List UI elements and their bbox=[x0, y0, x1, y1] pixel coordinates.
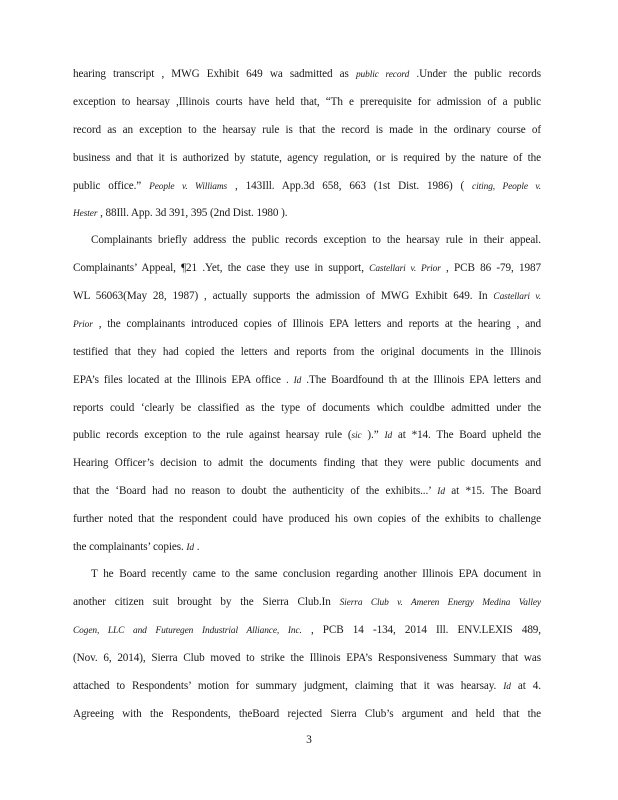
text-line: Hester , 88Ill. App. 3d 391, 395 (2nd Dist. 1980 ). bbox=[73, 207, 288, 219]
text-line: Complainants briefly address the public records exception to the hearsay rule in their appeal. bbox=[91, 234, 541, 246]
text-line: attached to Respondents’ motion for summary judgment, claiming that it was hearsay. Id at 4. bbox=[73, 680, 541, 692]
text-line: exception to hearsay ,Illinois courts have held that, “Th e prerequisite for admission of a public bbox=[73, 96, 541, 108]
case-citation: Cogen, LLC and Futuregen Industrial Alliance, Inc. bbox=[73, 626, 302, 636]
text-line: WL 56063(May 28, 1987) , actually supports the admission of MWG Exhibit 649. In Castellari v. bbox=[73, 290, 541, 302]
text-line: Cogen, LLC and Futuregen Industrial Alliance, Inc. , PCB 14 -134, 2014 Ill. ENV.LEXIS 489, bbox=[73, 624, 541, 636]
text-line: EPA’s files located at the Illinois EPA office . Id .The Boardfound th at the Illinois EPA letters and bbox=[73, 374, 541, 386]
text-line: further noted that the respondent could have produced his own copies of the exhibits to challenge bbox=[73, 513, 541, 525]
case-citation: Castellari v. bbox=[493, 292, 541, 302]
case-citation: citing, People v. bbox=[472, 182, 541, 192]
page-number: 3 bbox=[306, 734, 312, 746]
text-line: public records exception to the rule against hearsay rule (sic ).” Id at *14. The Board upheld the bbox=[73, 429, 541, 441]
text-line: the complainants’ copies. Id . bbox=[73, 541, 200, 553]
case-citation: Id bbox=[384, 431, 393, 441]
text-line: (Nov. 6, 2014), Sierra Club moved to strike the Illinois EPA’s Responsiveness Summary that was bbox=[73, 652, 541, 664]
text-line: Complainants’ Appeal, ¶21 .Yet, the case they use in support, Castellari v. Prior , PCB 86 -79, 1987 bbox=[73, 262, 541, 274]
case-citation: Hester bbox=[73, 209, 98, 219]
case-citation: public record bbox=[355, 70, 410, 80]
text-line: testified that they had copied the letters and reports from the original documents in the Illinois bbox=[73, 346, 541, 358]
case-citation: Id bbox=[293, 376, 302, 386]
text-line: another citizen suit brought by the Sierra Club.In Sierra Club v. Ameren Energy Medina Valley bbox=[73, 596, 541, 608]
text-line: Agreeing with the Respondents, theBoard rejected Sierra Club’s argument and held that the bbox=[73, 708, 541, 720]
case-citation: Id bbox=[186, 543, 195, 553]
case-citation: People v. Williams bbox=[149, 182, 228, 192]
text-line: public office.” People v. Williams , 143Ill. App.3d 658, 663 (1st Dist. 1986) ( citing, People v. bbox=[73, 180, 541, 192]
text-line: hearing transcript , MWG Exhibit 649 wa sadmitted as public record .Under the public records bbox=[73, 68, 542, 80]
case-citation: Prior bbox=[73, 320, 93, 330]
case-citation: sic bbox=[351, 431, 362, 441]
text-line: Prior , the complainants introduced copies of Illinois EPA letters and reports at the hearing , and bbox=[73, 318, 541, 330]
case-citation: Castellari v. Prior bbox=[369, 264, 441, 274]
case-citation: Id bbox=[437, 487, 445, 497]
text-line: business and that it is authorized by statute, agency regulation, or is required by the nature of the bbox=[73, 152, 541, 164]
text-line: that the ‘Board had no reason to doubt the authenticity of the exhibits...’ Id at *15. The Board bbox=[73, 485, 541, 497]
text-line: T he Board recently came to the same conclusion regarding another Illinois EPA document in bbox=[91, 568, 541, 580]
case-citation: Id bbox=[503, 682, 511, 692]
text-line: Hearing Officer’s decision to admit the documents finding that they were public documents and bbox=[73, 457, 541, 469]
text-line: reports could ‘clearly be classified as the type of documents which couldbe admitted under the bbox=[73, 402, 541, 414]
case-citation: Sierra Club v. Ameren Energy Medina Valley bbox=[339, 598, 541, 608]
text-line: record as an exception to the hearsay rule is that the record is made in the ordinary course of bbox=[73, 124, 541, 136]
